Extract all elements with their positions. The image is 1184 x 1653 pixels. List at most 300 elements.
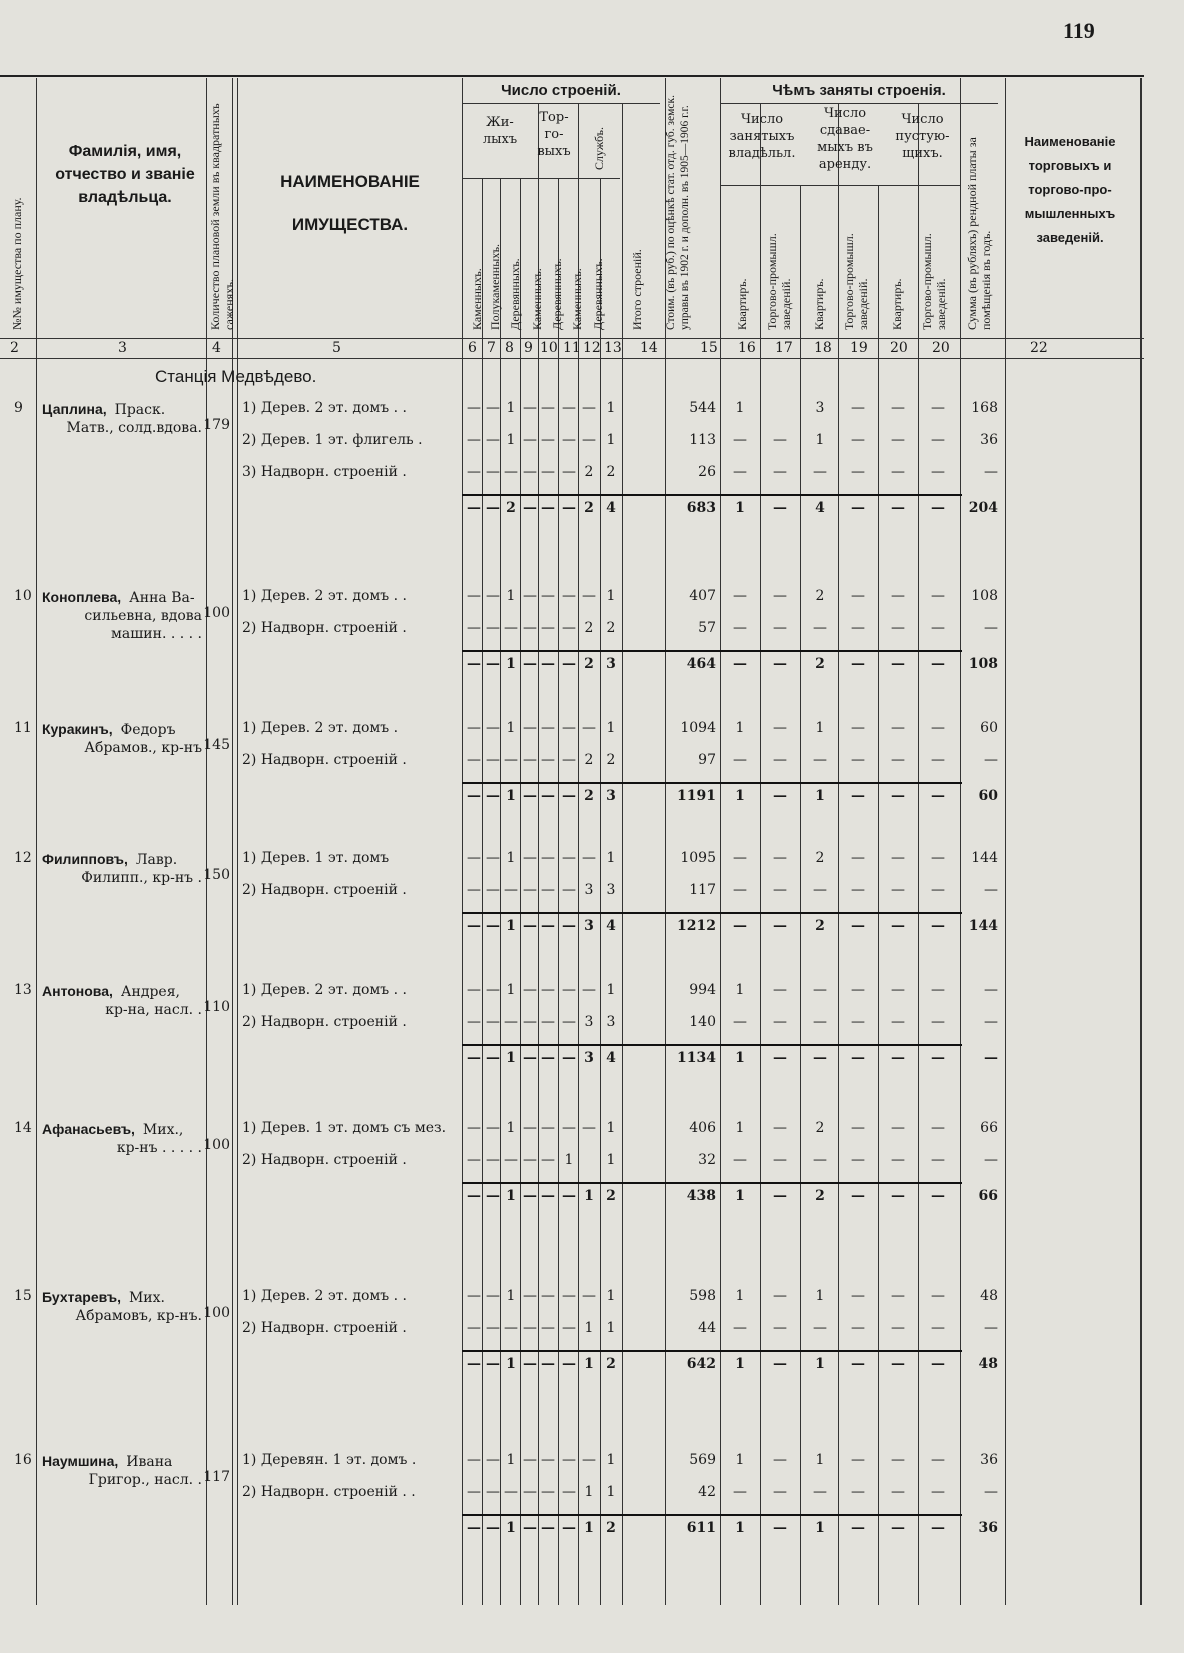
- table-cell: 1: [606, 720, 616, 736]
- property-item: 1) Дерев. 2 эт. домъ . .: [242, 1288, 408, 1304]
- table-cell: —: [984, 1484, 998, 1500]
- table-cell: —: [851, 1452, 865, 1468]
- table-cell: —: [931, 1188, 945, 1204]
- property-item: 2) Надворн. строеній .: [242, 1014, 407, 1030]
- table-cell: —: [931, 1288, 945, 1304]
- column-number: 20: [932, 340, 950, 356]
- table-cell: 1: [735, 1188, 745, 1204]
- table-cell: 26: [698, 464, 716, 480]
- table-cell: —: [773, 432, 787, 448]
- table-cell: —: [562, 432, 576, 448]
- table-cell: —: [773, 918, 787, 934]
- column-number: 14: [640, 340, 658, 356]
- col3-header-line: владѣльца.: [78, 189, 172, 207]
- table-cell: —: [562, 400, 576, 416]
- table-cell: —: [851, 1014, 865, 1030]
- table-cell: —: [467, 1356, 481, 1372]
- table-cell: 1: [506, 1188, 516, 1204]
- table-cell: 3: [584, 882, 594, 898]
- table-cell: —: [467, 1520, 481, 1536]
- table-cell: —: [582, 1120, 596, 1136]
- table-cell: —: [773, 656, 787, 672]
- owner-name-part: сильевна, вдова: [84, 608, 202, 624]
- table-cell: —: [773, 1188, 787, 1204]
- v-kamen: Каменныхъ.: [470, 268, 484, 330]
- table-cell: —: [733, 620, 747, 636]
- table-cell: 1: [606, 588, 616, 604]
- table-cell: —: [773, 882, 787, 898]
- buildings-group-header: Число строеній.: [501, 82, 621, 99]
- table-cell: 544: [689, 400, 716, 416]
- table-cell: —: [851, 752, 865, 768]
- owner-number: 10: [14, 588, 32, 604]
- owner-name: [42, 1120, 202, 1157]
- table-cell: 569: [689, 1452, 716, 1468]
- table-cell: —: [891, 882, 905, 898]
- table-cell: —: [891, 400, 905, 416]
- land-area: 100: [203, 605, 230, 621]
- table-cell: —: [733, 752, 747, 768]
- table-cell: —: [486, 464, 500, 480]
- table-cell: 36: [980, 432, 998, 448]
- col2-header: №№ имущества по плану.: [10, 197, 24, 330]
- table-cell: 2: [584, 752, 594, 768]
- table-cell: 642: [686, 1356, 716, 1372]
- table-cell: —: [891, 656, 905, 672]
- table-cell: —: [486, 1152, 500, 1168]
- table-cell: —: [851, 1152, 865, 1168]
- table-cell: —: [931, 720, 945, 736]
- table-cell: —: [467, 500, 481, 516]
- table-cell: —: [523, 1452, 537, 1468]
- table-cell: —: [467, 1014, 481, 1030]
- table-cell: 1: [815, 1520, 825, 1536]
- column-line: [482, 178, 483, 1605]
- owner-surname: Бухтаревъ,: [42, 1289, 121, 1305]
- table-cell: 48: [980, 1288, 998, 1304]
- table-cell: 108: [971, 588, 998, 604]
- table-cell: 60: [980, 720, 998, 736]
- table-cell: —: [541, 1520, 555, 1536]
- table-cell: —: [733, 1484, 747, 1500]
- table-cell: —: [541, 788, 555, 804]
- table-cell: —: [562, 1484, 576, 1500]
- table-cell: 57: [698, 620, 716, 636]
- table-cell: —: [562, 1120, 576, 1136]
- table-cell: —: [562, 656, 576, 672]
- table-cell: —: [467, 1188, 481, 1204]
- table-cell: —: [541, 1452, 555, 1468]
- table-cell: —: [562, 850, 576, 866]
- table-cell: —: [523, 1356, 537, 1372]
- table-cell: —: [523, 1152, 537, 1168]
- table-cell: —: [813, 1050, 827, 1066]
- total-rule: [462, 782, 962, 784]
- table-cell: —: [541, 500, 555, 516]
- table-cell: —: [486, 1120, 500, 1136]
- table-cell: —: [984, 1050, 998, 1066]
- table-cell: 1: [506, 656, 516, 672]
- table-cell: —: [486, 1188, 500, 1204]
- table-cell: —: [562, 1320, 576, 1336]
- property-item: 2) Дерев. 1 эт. флигель .: [242, 432, 423, 448]
- column-line: [720, 78, 721, 1605]
- table-cell: —: [562, 1014, 576, 1030]
- table-cell: 1: [584, 1484, 594, 1500]
- table-cell: —: [931, 464, 945, 480]
- sub-line: занятыхъ: [729, 128, 795, 144]
- table-cell: 2: [606, 752, 616, 768]
- property-item: 1) Деревян. 1 эт. домъ .: [242, 1452, 417, 1468]
- owner-surname: Антонова,: [42, 983, 113, 999]
- table-cell: 1: [506, 1356, 516, 1372]
- table-cell: —: [541, 720, 555, 736]
- table-cell: 3: [815, 400, 825, 416]
- table-cell: —: [541, 1484, 555, 1500]
- column-number: 3: [118, 340, 127, 356]
- table-cell: —: [813, 982, 827, 998]
- table-cell: —: [773, 1288, 787, 1304]
- table-cell: 2: [584, 500, 594, 516]
- table-cell: 2: [815, 1188, 825, 1204]
- table-cell: —: [773, 1152, 787, 1168]
- owner-name-part: Анна Ва-: [129, 590, 195, 606]
- table-cell: 2: [606, 620, 616, 636]
- table-cell: 66: [980, 1120, 998, 1136]
- right-border: [1140, 78, 1142, 1605]
- table-cell: —: [813, 1014, 827, 1030]
- column-line: [36, 78, 37, 1605]
- owner-name-part: Матв., солд.вдова.: [66, 420, 202, 436]
- table-cell: —: [523, 432, 537, 448]
- table-cell: 1: [735, 1050, 745, 1066]
- total-rule: [462, 1350, 962, 1352]
- table-cell: —: [851, 720, 865, 736]
- column-number: 4: [212, 340, 221, 356]
- table-cell: —: [467, 1452, 481, 1468]
- table-cell: —: [467, 620, 481, 636]
- table-cell: 1: [606, 400, 616, 416]
- table-cell: 1: [815, 788, 825, 804]
- table-cell: —: [813, 752, 827, 768]
- table-cell: 1134: [677, 1050, 716, 1066]
- table-cell: 4: [815, 500, 825, 516]
- table-cell: —: [523, 788, 537, 804]
- table-cell: —: [733, 1014, 747, 1030]
- table-cell: —: [582, 982, 596, 998]
- owner-number: 9: [14, 400, 23, 416]
- v-sum: Сумма (въ рубляхъ) рендной платы за помѣщенія въ годъ.: [965, 137, 993, 330]
- property-item: 2) Надворн. строеній .: [242, 752, 407, 768]
- table-cell: —: [562, 1452, 576, 1468]
- owner-name: [42, 1452, 202, 1489]
- table-cell: 1: [506, 982, 516, 998]
- table-cell: 2: [584, 788, 594, 804]
- table-cell: —: [851, 1188, 865, 1204]
- table-cell: 204: [968, 500, 998, 516]
- property-item: 2) Надворн. строеній .: [242, 1320, 407, 1336]
- sub-line: Жи-: [486, 115, 514, 130]
- table-cell: —: [486, 400, 500, 416]
- table-cell: 2: [584, 620, 594, 636]
- column-number: 5: [332, 340, 341, 356]
- table-cell: 1: [506, 1452, 516, 1468]
- table-cell: 2: [506, 500, 516, 516]
- station-heading: Станція Медвѣдево.: [155, 367, 317, 386]
- table-cell: 4: [606, 918, 616, 934]
- table-cell: —: [523, 1120, 537, 1136]
- table-cell: 2: [584, 464, 594, 480]
- table-cell: —: [541, 656, 555, 672]
- table-cell: 42: [698, 1484, 716, 1500]
- owner-number: 15: [14, 1288, 32, 1304]
- rule: [462, 178, 620, 179]
- table-cell: —: [851, 1050, 865, 1066]
- owner-surname: Афанасьевъ,: [42, 1121, 135, 1137]
- table-cell: —: [504, 1484, 518, 1500]
- table-cell: —: [504, 464, 518, 480]
- table-cell: —: [733, 656, 747, 672]
- table-cell: —: [813, 882, 827, 898]
- table-cell: —: [486, 882, 500, 898]
- property-item: 1) Дерев. 1 эт. домъ: [242, 850, 390, 866]
- table-cell: 32: [698, 1152, 716, 1168]
- table-cell: —: [891, 620, 905, 636]
- owner-number: 14: [14, 1120, 32, 1136]
- table-cell: —: [984, 982, 998, 998]
- table-cell: 1: [735, 720, 745, 736]
- table-cell: 1: [815, 720, 825, 736]
- table-cell: —: [486, 500, 500, 516]
- table-cell: 2: [815, 588, 825, 604]
- rule: [462, 103, 660, 104]
- table-cell: —: [486, 1014, 500, 1030]
- table-cell: —: [773, 500, 787, 516]
- col22-line: торговыхъ и: [1028, 158, 1112, 174]
- table-cell: 1: [506, 432, 516, 448]
- v-apart-1: Квартиръ.: [735, 278, 749, 330]
- table-cell: 406: [689, 1120, 716, 1136]
- table-cell: 2: [815, 918, 825, 934]
- table-cell: —: [891, 720, 905, 736]
- table-cell: —: [851, 400, 865, 416]
- column-line: [960, 78, 961, 1605]
- table-cell: —: [523, 918, 537, 934]
- property-item: 2) Надворн. строеній . .: [242, 1484, 416, 1500]
- land-area: 110: [203, 999, 230, 1015]
- table-cell: 2: [815, 850, 825, 866]
- column-number: 19: [850, 340, 868, 356]
- table-cell: 144: [968, 918, 998, 934]
- property-item: 1) Дерев. 1 эт. домъ съ мез.: [242, 1120, 447, 1136]
- table-cell: 3: [606, 1014, 616, 1030]
- table-cell: —: [541, 752, 555, 768]
- table-cell: —: [851, 1288, 865, 1304]
- table-cell: —: [562, 882, 576, 898]
- table-cell: —: [523, 620, 537, 636]
- table-cell: —: [562, 1356, 576, 1372]
- total-rule: [462, 650, 962, 652]
- table-cell: 1: [735, 982, 745, 998]
- table-cell: —: [467, 464, 481, 480]
- table-cell: —: [541, 588, 555, 604]
- table-cell: —: [541, 918, 555, 934]
- table-cell: —: [733, 850, 747, 866]
- table-cell: 1: [506, 400, 516, 416]
- table-cell: 108: [968, 656, 998, 672]
- table-cell: 1: [606, 1320, 616, 1336]
- table-cell: —: [851, 1484, 865, 1500]
- table-cell: —: [486, 720, 500, 736]
- table-cell: —: [467, 982, 481, 998]
- owner-name-part: кр-на, насл. .: [105, 1002, 202, 1018]
- table-cell: —: [541, 432, 555, 448]
- table-cell: —: [467, 1288, 481, 1304]
- column-number: 17: [775, 340, 793, 356]
- owner-name: [42, 720, 202, 757]
- table-cell: —: [523, 1484, 537, 1500]
- table-cell: —: [541, 1356, 555, 1372]
- col22-header: [1000, 130, 1140, 250]
- table-cell: 1: [506, 1120, 516, 1136]
- table-cell: —: [562, 1520, 576, 1536]
- table-cell: —: [582, 850, 596, 866]
- table-cell: —: [523, 1320, 537, 1336]
- sub-line: аренду.: [818, 156, 872, 172]
- table-cell: —: [851, 464, 865, 480]
- table-cell: —: [851, 1320, 865, 1336]
- col5-header-line: ИМУЩЕСТВА.: [291, 214, 409, 234]
- column-number: 22: [1030, 340, 1048, 356]
- table-cell: —: [851, 850, 865, 866]
- table-cell: 117: [689, 882, 716, 898]
- table-cell: 1: [815, 1288, 825, 1304]
- col4-header: Количество плановой земли въ квадратныхъ саженяхъ.: [208, 103, 236, 330]
- table-cell: —: [813, 1484, 827, 1500]
- table-cell: —: [486, 620, 500, 636]
- table-cell: 1: [606, 850, 616, 866]
- table-cell: —: [467, 656, 481, 672]
- table-cell: 1: [606, 1484, 616, 1500]
- table-cell: —: [467, 850, 481, 866]
- table-cell: —: [813, 620, 827, 636]
- table-cell: —: [486, 850, 500, 866]
- owner-name-part: Абрамов., кр-нъ: [84, 740, 202, 756]
- table-cell: 1095: [680, 850, 716, 866]
- land-area: 150: [203, 867, 230, 883]
- owner-name-part: Абрамовъ, кр-нъ.: [75, 1308, 202, 1324]
- table-cell: —: [562, 500, 576, 516]
- v-cost: Стоим. (въ руб.) по оцѣнкѣ стат. отд. губ. земск. управы въ 1902 г. и дополн. въ 1905—1906 г.г.: [665, 94, 691, 330]
- rent-subheader: [805, 106, 885, 174]
- table-cell: —: [851, 982, 865, 998]
- header-rule: [0, 338, 1144, 339]
- table-cell: —: [773, 1452, 787, 1468]
- property-item: 2) Надворн. строеній .: [242, 620, 407, 636]
- table-cell: —: [523, 1188, 537, 1204]
- table-cell: 1212: [677, 918, 716, 934]
- table-cell: —: [773, 1014, 787, 1030]
- table-cell: —: [523, 656, 537, 672]
- table-cell: 1: [564, 1152, 574, 1168]
- table-cell: —: [541, 400, 555, 416]
- table-cell: —: [984, 752, 998, 768]
- table-cell: —: [486, 1452, 500, 1468]
- table-cell: 3: [606, 656, 616, 672]
- v-polukamen: Полукаменныхъ.: [488, 243, 502, 330]
- column-number: 13: [604, 340, 622, 356]
- table-cell: —: [931, 1014, 945, 1030]
- table-cell: 2: [606, 464, 616, 480]
- sub-line: лыхъ: [482, 131, 518, 147]
- table-cell: 3: [606, 788, 616, 804]
- v-derev: Деревянныхъ.: [508, 258, 522, 330]
- column-line: [878, 185, 879, 1605]
- table-cell: 1: [506, 918, 516, 934]
- table-cell: —: [773, 720, 787, 736]
- table-cell: —: [773, 982, 787, 998]
- page-number: 119: [1063, 18, 1095, 43]
- table-cell: —: [562, 1288, 576, 1304]
- table-cell: 3: [584, 918, 594, 934]
- table-cell: —: [562, 918, 576, 934]
- col5-header-line: НАИМЕНОВАНІЕ: [280, 172, 420, 191]
- top-rule: [0, 75, 1144, 77]
- col22-line: мышленныхъ: [1024, 206, 1116, 222]
- table-cell: —: [851, 588, 865, 604]
- table-cell: 1094: [680, 720, 716, 736]
- column-line: [520, 178, 521, 1605]
- table-cell: —: [504, 1014, 518, 1030]
- table-cell: —: [931, 1050, 945, 1066]
- table-cell: 1: [506, 788, 516, 804]
- owner-name-part: Андрея,: [120, 984, 180, 1000]
- table-cell: —: [891, 464, 905, 480]
- table-cell: —: [773, 1520, 787, 1536]
- column-line: [462, 78, 463, 1605]
- table-cell: —: [851, 918, 865, 934]
- owner-name: [42, 1288, 202, 1325]
- table-cell: —: [891, 982, 905, 998]
- table-cell: —: [931, 500, 945, 516]
- table-cell: —: [523, 400, 537, 416]
- land-area: 100: [203, 1137, 230, 1153]
- table-cell: 1: [606, 432, 616, 448]
- table-cell: 60: [978, 788, 998, 804]
- column-number: 20: [890, 340, 908, 356]
- column-line: [1005, 78, 1006, 1605]
- table-cell: 1: [735, 788, 745, 804]
- column-number: 7: [487, 340, 496, 356]
- col22-line: торгово-про-: [1028, 182, 1112, 198]
- owner-name: [42, 850, 202, 887]
- column-number: 11: [563, 340, 581, 356]
- table-cell: —: [891, 1120, 905, 1136]
- table-cell: —: [851, 788, 865, 804]
- table-cell: —: [523, 1520, 537, 1536]
- table-cell: —: [813, 464, 827, 480]
- table-cell: 1191: [677, 788, 716, 804]
- table-cell: 1: [606, 1120, 616, 1136]
- table-cell: 2: [606, 1356, 616, 1372]
- table-cell: —: [891, 1484, 905, 1500]
- table-cell: —: [582, 720, 596, 736]
- table-cell: 97: [698, 752, 716, 768]
- table-cell: 36: [978, 1520, 998, 1536]
- table-cell: 3: [606, 882, 616, 898]
- table-cell: 3: [584, 1014, 594, 1030]
- column-number: 15: [700, 340, 718, 356]
